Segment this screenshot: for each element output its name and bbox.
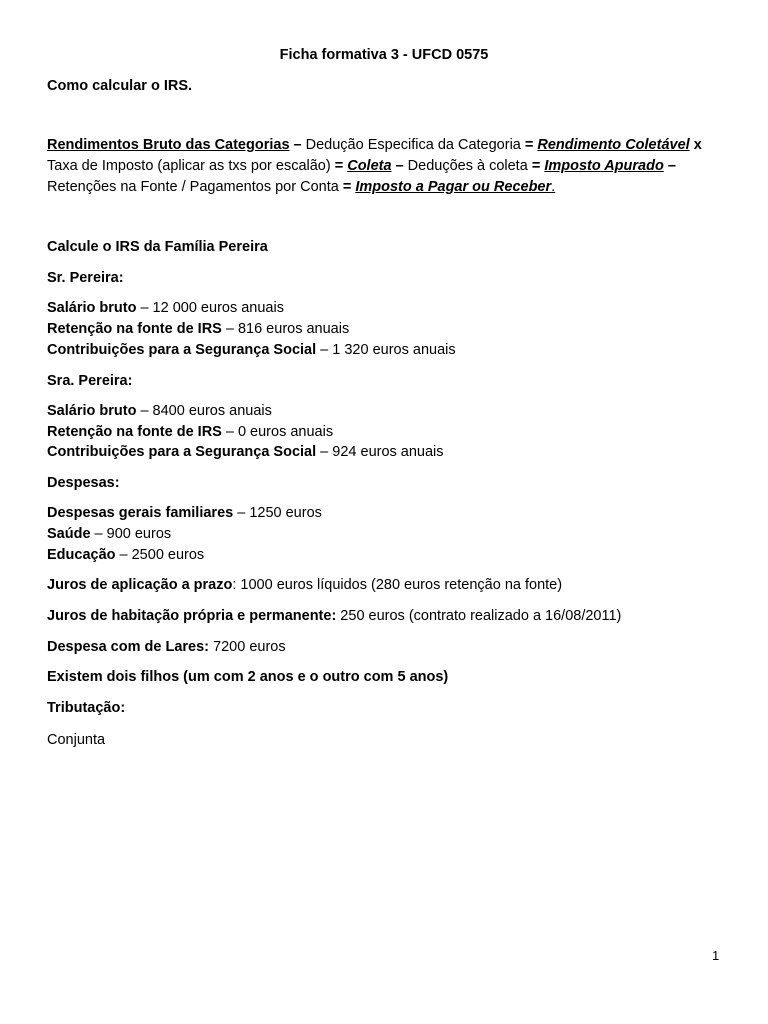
formula-tax-payable: Imposto a Pagar ou Receber (355, 179, 552, 195)
formula-equals: = (524, 137, 534, 153)
formula-equals: = (531, 158, 541, 174)
expenses-heading (47, 473, 120, 493)
formula-equals: = (334, 158, 344, 174)
interest-term-deposit (47, 575, 562, 595)
expense-health-label: Saúde (47, 526, 91, 542)
expense-general-value: – 1250 euros (233, 505, 322, 521)
formula-deduction: Dedução Especifica da Categoria (305, 137, 525, 153)
sra-social-security (47, 442, 444, 462)
sr-social-security (47, 340, 456, 360)
sra-ss-label: Contribuições para a Segurança Social (47, 444, 317, 460)
sr-salary-label: Salário bruto (47, 300, 137, 316)
lares-label: Despesa com de Lares: (47, 639, 209, 655)
sr-salary-value: – 12 000 euros anuais (136, 300, 284, 316)
formula-dash: – (391, 158, 408, 174)
formula-taxable-income: Rendimento Coletável (537, 137, 690, 153)
expense-education (47, 545, 204, 565)
exercise-heading-text: Calcule o IRS da Família Pereira (47, 239, 268, 255)
exercise-heading (47, 237, 268, 257)
housing-label: Juros de habitação própria e permanente: (47, 608, 337, 624)
subtitle-text: Como calcular o IRS. (47, 78, 193, 94)
sr-ss-value: – 1 320 euros anuais (316, 342, 456, 358)
housing-value: 250 euros (contrato realizado a 16/08/2011) (336, 608, 622, 624)
sr-heading-text: Sr. Pereira: (47, 270, 124, 286)
formula-coleta: Coleta (347, 158, 392, 174)
lares-value: 7200 euros (209, 639, 286, 655)
sr-heading (47, 268, 124, 288)
taxation-value: Conjunta (47, 732, 106, 748)
interest-label: Juros de aplicação a prazo (47, 577, 233, 593)
sra-heading (47, 371, 132, 391)
formula-line-3 (47, 177, 555, 197)
formula-line-2 (47, 156, 676, 176)
sr-ss-label: Contribuições para a Segurança Social (47, 342, 317, 358)
formula-gross-income: Rendimentos Bruto das Categorias (47, 137, 290, 153)
formula-tax-rate: Taxa de Imposto (aplicar as txs por escalão) (47, 158, 335, 174)
sra-salary-value: – 8400 euros anuais (136, 403, 272, 419)
sra-heading-text: Sra. Pereira: (47, 373, 133, 389)
lares-expense (47, 637, 286, 657)
interest-value: : 1000 euros líquidos (280 euros retenção na fonte) (232, 577, 563, 593)
sr-retention (47, 319, 349, 339)
children-info (47, 667, 448, 687)
expense-health (47, 524, 171, 544)
children-text: Existem dois filhos (um com 2 anos e o outro com 5 anos) (47, 669, 449, 685)
sr-retention-label: Retenção na fonte de IRS (47, 321, 222, 337)
formula-equals: = (342, 179, 352, 195)
housing-interest (47, 606, 621, 626)
expenses-heading-text: Despesas: (47, 475, 120, 491)
formula-dash: – (289, 137, 306, 153)
formula-period: . (551, 179, 556, 195)
page-number: 1 (712, 948, 720, 963)
formula-coleta-deductions: Deduções à coleta (407, 158, 532, 174)
sra-retention (47, 422, 333, 442)
sra-salary-label: Salário bruto (47, 403, 137, 419)
document-subtitle (47, 76, 192, 96)
expense-general-label: Despesas gerais familiares (47, 505, 234, 521)
taxation-heading-text: Tributação: (47, 700, 126, 716)
document-title: Ficha formativa 3 - UFCD 0575 (279, 47, 489, 63)
formula-dash: – (663, 158, 676, 174)
formula-line-1 (47, 135, 702, 155)
sra-salary (47, 401, 272, 421)
sra-retention-label: Retenção na fonte de IRS (47, 424, 222, 440)
expense-education-label: Educação (47, 547, 116, 563)
formula-times: x (689, 137, 702, 153)
sra-retention-value: – 0 euros anuais (221, 424, 334, 440)
sra-ss-value: – 924 euros anuais (316, 444, 444, 460)
expense-education-value: – 2500 euros (115, 547, 205, 563)
formula-assessed-tax: Imposto Apurado (544, 158, 664, 174)
sr-salary (47, 298, 284, 318)
expense-general (47, 503, 322, 523)
taxation-heading (47, 698, 125, 718)
expense-health-value: – 900 euros (90, 526, 172, 542)
formula-withholdings: Retenções na Fonte / Pagamentos por Conta (47, 179, 343, 195)
sr-retention-value: – 816 euros anuais (221, 321, 350, 337)
